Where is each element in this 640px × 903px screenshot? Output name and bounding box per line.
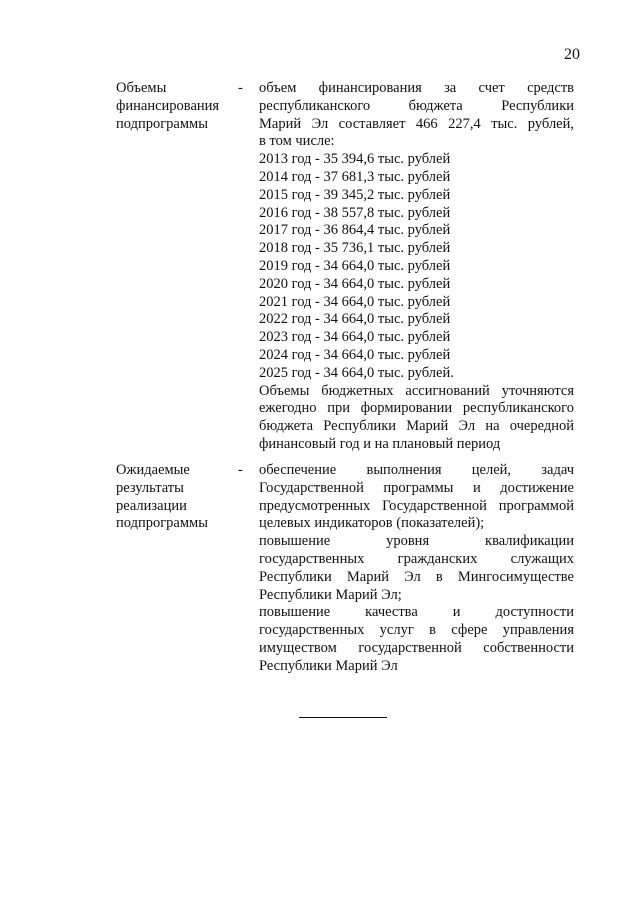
year-row: 2014 год - 37 681,3 тыс. рублей — [259, 168, 451, 185]
results-label-line: реализации — [116, 497, 187, 514]
financing-content — [259, 80, 574, 454]
result-item-3-line: государственных услуг в сфере управления — [259, 622, 574, 639]
end-divider — [299, 717, 387, 718]
financing-intro-line: объем финансирования за счет средств — [259, 80, 574, 96]
financing-label-line: финансирования — [116, 97, 220, 114]
year-row: 2016 год - 38 557,8 тыс. рублей — [259, 204, 451, 221]
financing-note-line: Объемы бюджетных ассигнований уточняются — [259, 382, 574, 399]
result-item-3-line: повышение качества и доступности — [259, 604, 574, 621]
financing-intro-line: Марий Эл составляет 466 227,4 тыс. рублей, — [259, 115, 574, 132]
results-label-line: результаты — [116, 479, 184, 496]
result-item-2-line: повышение уровня квалификации — [259, 533, 574, 550]
result-item-1-last: целевых индикаторов (показателей); — [259, 515, 485, 532]
result-item-2-line: Республики Марий Эл в Мингосимуществе — [259, 568, 574, 585]
page-number: 20 — [564, 46, 580, 63]
results-section — [116, 462, 574, 682]
results-label-line: подпрограммы — [116, 515, 208, 532]
result-item-2-last: Республики Марий Эл; — [259, 586, 402, 603]
financing-label — [116, 80, 234, 133]
financing-section — [116, 80, 574, 450]
result-item-1-line: обеспечение выполнения целей, задач — [259, 462, 574, 478]
result-item-2-line: государственных гражданских служащих — [259, 550, 574, 567]
year-row: 2021 год - 34 664,0 тыс. рублей — [259, 293, 451, 310]
results-dash: - — [238, 462, 243, 478]
financing-label-line: Объемы — [116, 80, 167, 96]
year-row: 2023 год - 34 664,0 тыс. рублей — [259, 329, 451, 346]
result-item-3-last: Республики Марий Эл — [259, 657, 398, 674]
year-row: 2015 год - 39 345,2 тыс. рублей — [259, 186, 451, 203]
results-content — [259, 462, 574, 676]
year-row: 2020 год - 34 664,0 тыс. рублей — [259, 275, 451, 292]
year-row: 2025 год - 34 664,0 тыс. рублей. — [259, 364, 454, 381]
results-label-line: Ожидаемые — [116, 462, 190, 478]
year-row: 2024 год - 34 664,0 тыс. рублей — [259, 346, 451, 363]
financing-note-line: бюджета Республики Марий Эл на очередной — [259, 418, 574, 435]
result-item-1-line: Государственной программы и достижение — [259, 479, 574, 496]
financing-intro-line: республиканского бюджета Республики — [259, 97, 574, 114]
financing-note-line: ежегодно при формировании республиканского — [259, 400, 574, 417]
year-row: 2022 год - 34 664,0 тыс. рублей — [259, 311, 451, 328]
financing-note-last: финансовый год и на плановый период — [259, 435, 501, 452]
results-label — [116, 462, 234, 533]
year-row: 2013 год - 35 394,6 тыс. рублей — [259, 151, 451, 168]
year-row: 2019 год - 34 664,0 тыс. рублей — [259, 257, 451, 274]
year-row: 2017 год - 36 864,4 тыс. рублей — [259, 222, 451, 239]
financing-label-line: подпрограммы — [116, 115, 208, 132]
financing-intro-last: в том числе: — [259, 133, 335, 150]
financing-dash: - — [238, 80, 243, 96]
result-item-3-line: имуществом государственной собственности — [259, 639, 574, 656]
result-item-1-line: предусмотренных Государственной программой — [259, 497, 574, 514]
year-row: 2018 год - 35 736,1 тыс. рублей — [259, 240, 451, 257]
